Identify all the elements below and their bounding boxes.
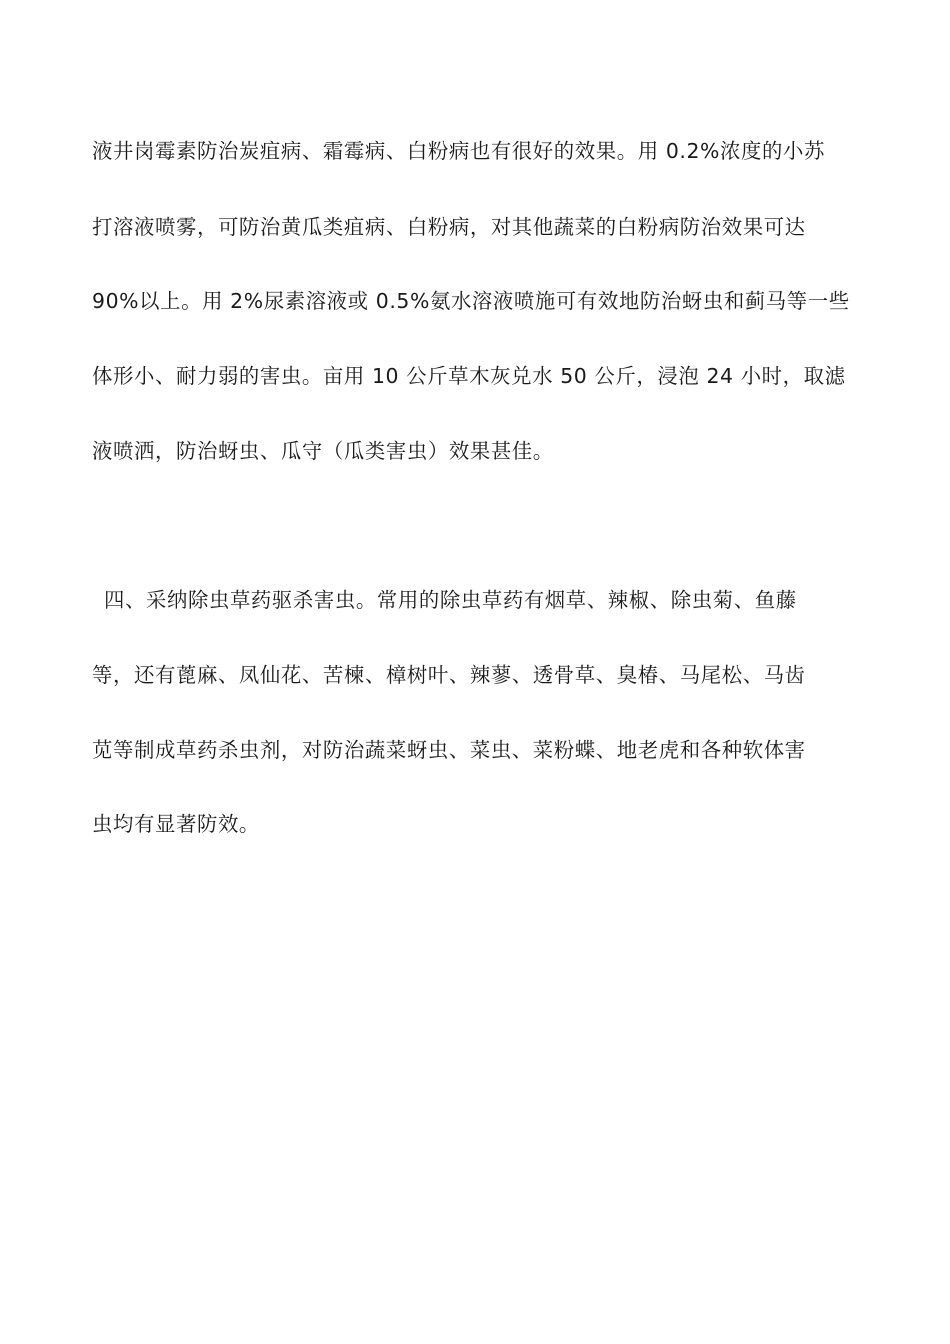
paragraph-1-line-2: 打溶液喷雾，可防治黄瓜类疽病、白粉病，对其他蔬菜的白粉病防治效果可达 [92, 215, 806, 239]
paragraph-1-line-1: 液井岗霉素防治炭疽病、霜霉病、白粉病也有很好的效果。用 0.2%浓度的小苏 [92, 139, 825, 163]
paragraph-2-line-1: 四、采纳除虫草药驱杀害虫。常用的除虫草药有烟草、辣椒、除虫菊、鱼藤 [104, 588, 797, 612]
paragraph-1-line-3: 90%以上。用 2%尿素溶液或 0.5%氨水溶液喷施可有效地防治蚜虫和蓟马等一些 [92, 289, 850, 313]
paragraph-2-line-2: 等，还有蓖麻、凤仙花、苦楝、樟树叶、辣蓼、透骨草、臭椿、马尾松、马齿 [92, 663, 806, 687]
paragraph-2-line-4: 虫均有显著防效。 [92, 812, 260, 836]
paragraph-1-line-4: 体形小、耐力弱的害虫。亩用 10 公斤草木灰兑水 50 公斤，浸泡 24 小时，取滤 [92, 364, 846, 388]
paragraph-2-line-3: 苋等制成草药杀虫剂，对防治蔬菜蚜虫、菜虫、菜粉蝶、地老虎和各种软体害 [92, 738, 806, 762]
paragraph-1-line-5: 液喷洒，防治蚜虫、瓜守（瓜类害虫）效果甚佳。 [92, 439, 554, 463]
